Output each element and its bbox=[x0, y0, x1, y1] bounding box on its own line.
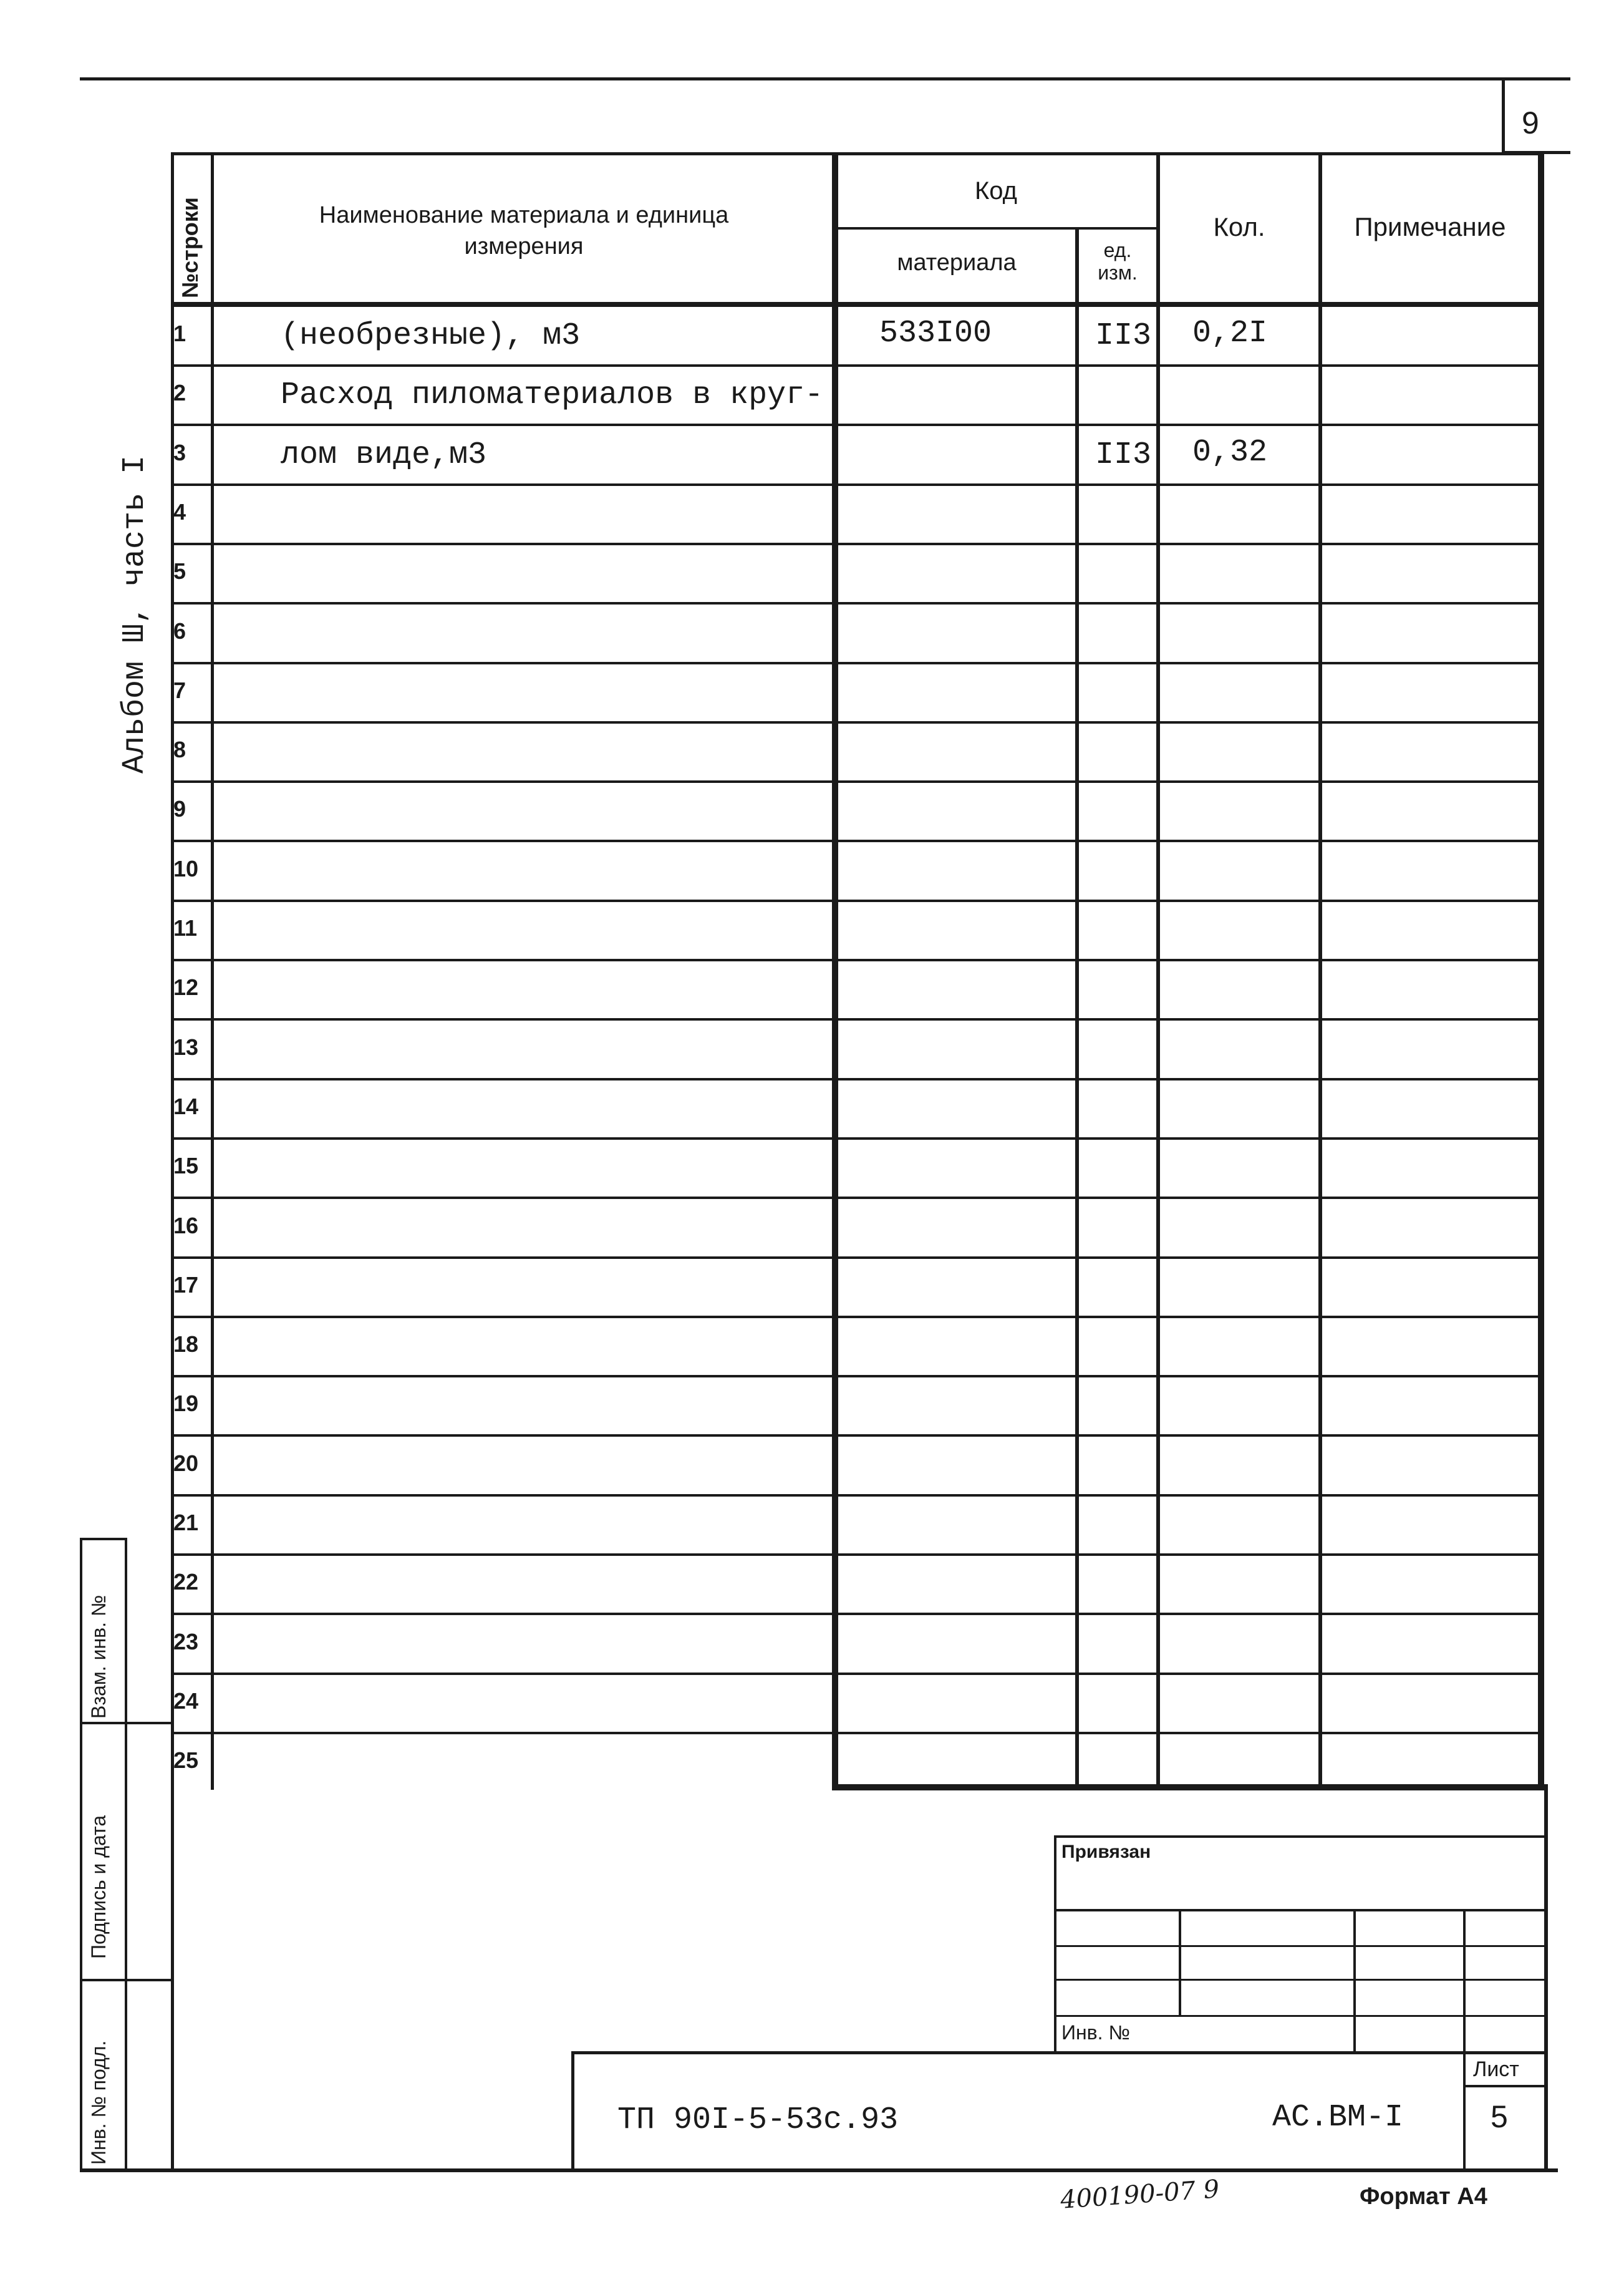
stamp-podpis-data: Подпись и дата bbox=[87, 1815, 110, 1959]
privyazan-row-1 bbox=[1054, 1909, 1544, 1911]
handwritten-code: 400190-07 9 bbox=[1059, 2175, 1220, 2215]
top-rule bbox=[80, 77, 1570, 80]
row-divider bbox=[171, 1197, 1544, 1199]
row-divider bbox=[171, 780, 1544, 783]
frame-right bbox=[1544, 1784, 1548, 2171]
row-number: 22 bbox=[173, 1569, 199, 1595]
material-name: Расход пиломатериалов в круг- bbox=[281, 377, 824, 413]
row-number: 2 bbox=[173, 380, 186, 405]
header-bottom bbox=[171, 302, 1544, 307]
frame-bottom bbox=[80, 2168, 1558, 2172]
row-number: 20 bbox=[173, 1450, 199, 1476]
stamp-vzam-inv: Взам. инв. № bbox=[87, 1595, 110, 1719]
row-number: 12 bbox=[173, 974, 199, 1000]
stamp-sep-2 bbox=[80, 1979, 173, 1981]
row-number: 19 bbox=[173, 1391, 199, 1416]
row-number: 4 bbox=[173, 499, 186, 525]
row-number: 25 bbox=[173, 1747, 199, 1773]
quantity: 0,32 bbox=[1192, 435, 1268, 470]
row-divider bbox=[171, 424, 1544, 426]
header-material-name: Наименование материала и единица измерения bbox=[319, 202, 729, 260]
album-side-label: Альбом Ш, часть I bbox=[117, 455, 153, 774]
main-stamp-top bbox=[571, 2051, 1544, 2054]
sheet-label: Лист bbox=[1473, 2057, 1519, 2081]
privyazan-row-3 bbox=[1054, 1979, 1544, 1981]
row-divider bbox=[171, 900, 1544, 902]
material-name: (необрезные), м3 bbox=[281, 318, 581, 354]
row-number: 6 bbox=[173, 618, 186, 644]
header-quantity: Кол. bbox=[1213, 212, 1265, 241]
row-number: 10 bbox=[173, 856, 199, 881]
row-divider bbox=[171, 1375, 1544, 1377]
page-number-divider bbox=[1502, 77, 1505, 152]
privyazan-label: Привязан bbox=[1061, 1842, 1151, 1862]
format-label: Формат А4 bbox=[1360, 2183, 1487, 2210]
row-divider bbox=[171, 1553, 1544, 1556]
row-divider bbox=[171, 1673, 1544, 1675]
header-unit-code: ед. изм. bbox=[1098, 239, 1138, 284]
unit-code: II3 bbox=[1095, 437, 1152, 473]
col-sep-unit bbox=[1156, 152, 1160, 1790]
document-code: АС.ВМ-I bbox=[1272, 2100, 1404, 2135]
privyazan-row-4 bbox=[1054, 2015, 1544, 2017]
row-divider bbox=[171, 1137, 1544, 1140]
row-divider bbox=[171, 1613, 1544, 1615]
row-number: 16 bbox=[173, 1213, 199, 1238]
privyazan-col-1 bbox=[1179, 1909, 1181, 2015]
row-divider bbox=[171, 662, 1544, 664]
project-designation: ТП 90I-5-53с.93 bbox=[617, 2102, 899, 2138]
sheet-label-line bbox=[1463, 2085, 1544, 2087]
code-subheader-line bbox=[832, 227, 1160, 230]
row-divider bbox=[171, 959, 1544, 961]
row-number: 11 bbox=[173, 915, 198, 941]
privyazan-left bbox=[1054, 1835, 1056, 2054]
privyazan-row-2 bbox=[1054, 1945, 1544, 1947]
row-number: 7 bbox=[173, 677, 186, 703]
material-code: 533I00 bbox=[879, 316, 992, 351]
row-divider bbox=[171, 543, 1544, 545]
page-number: 9 bbox=[1522, 105, 1539, 140]
stamp-inv-podl: Инв. № подл. bbox=[87, 2040, 110, 2165]
row-divider bbox=[171, 840, 1544, 842]
header-code-group: Код bbox=[974, 177, 1017, 205]
col-sep-rowno bbox=[211, 152, 214, 1790]
quantity: 0,2I bbox=[1192, 316, 1268, 351]
stamp-sep-1 bbox=[80, 1722, 173, 1724]
frame-left-lower bbox=[171, 1784, 174, 2171]
row-divider bbox=[171, 1078, 1544, 1080]
row-number: 1 bbox=[173, 321, 186, 346]
row-divider bbox=[171, 1018, 1544, 1021]
row-number: 23 bbox=[173, 1629, 199, 1654]
row-number: 24 bbox=[173, 1688, 199, 1714]
row-number: 13 bbox=[173, 1034, 199, 1060]
row-number: 3 bbox=[173, 440, 186, 465]
header-material-code: материала bbox=[897, 250, 1017, 276]
privyazan-col-2 bbox=[1353, 1909, 1356, 2054]
row-number: 5 bbox=[173, 558, 186, 584]
row-divider bbox=[171, 1494, 1544, 1497]
stamp-inner-left bbox=[125, 1538, 127, 2171]
privyazan-top bbox=[1054, 1835, 1544, 1838]
sheet-number: 5 bbox=[1491, 2099, 1508, 2134]
header-note: Примечание bbox=[1354, 212, 1506, 241]
row-number: 9 bbox=[173, 796, 186, 822]
stamp-top bbox=[80, 1538, 127, 1540]
row-divider bbox=[171, 1256, 1544, 1259]
row-divider bbox=[171, 364, 1544, 367]
stamp-outer-left bbox=[80, 1538, 82, 2171]
table-right-border bbox=[1538, 152, 1544, 1790]
row-divider bbox=[171, 1732, 1544, 1734]
row-divider bbox=[171, 1434, 1544, 1437]
header-row-number: №строки bbox=[177, 197, 203, 298]
inv-no-label: Инв. № bbox=[1061, 2021, 1130, 2044]
row-number: 18 bbox=[173, 1331, 199, 1357]
unit-code: II3 bbox=[1095, 318, 1152, 354]
header-top bbox=[171, 152, 1544, 155]
row-divider bbox=[171, 721, 1544, 724]
col-sep-qty bbox=[1318, 152, 1322, 1790]
table-bottom bbox=[832, 1784, 1544, 1790]
row-number: 14 bbox=[173, 1094, 199, 1119]
privyazan-col-3 bbox=[1463, 1909, 1466, 2171]
col-sep-name bbox=[832, 152, 838, 1790]
main-stamp-left bbox=[571, 2051, 574, 2171]
row-divider bbox=[171, 483, 1544, 486]
row-divider bbox=[171, 1316, 1544, 1318]
row-number: 17 bbox=[173, 1272, 199, 1298]
row-number: 8 bbox=[173, 737, 186, 762]
row-number: 15 bbox=[173, 1153, 199, 1178]
row-number: 21 bbox=[173, 1510, 199, 1535]
material-name: лом виде,м3 bbox=[281, 437, 487, 473]
row-divider bbox=[171, 602, 1544, 605]
